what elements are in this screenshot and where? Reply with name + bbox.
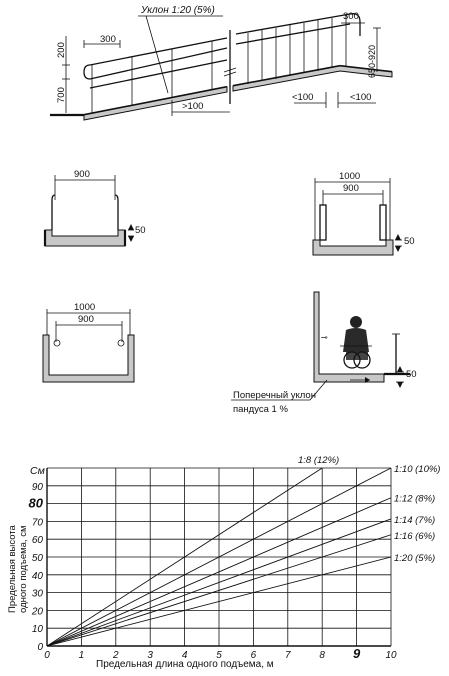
y-tick-label: 20 (31, 606, 43, 618)
slope-label: Уклон 1:20 (5%) (141, 5, 215, 16)
y-tick-label: 30 (31, 588, 43, 600)
x-tick-label: 1 (78, 650, 85, 661)
chart-ylabel-line1: Предельная высота (7, 525, 18, 613)
x-tick-label: 6 (250, 650, 257, 661)
ramp-elevation (50, 5, 392, 120)
dim-lt-100-a: <100 (292, 92, 314, 103)
section-3 (43, 302, 134, 382)
x-tick-label: 9 (352, 646, 361, 661)
cross-slope-line1: Поперечный уклон (233, 390, 316, 401)
x-tick-label: 8 (319, 650, 325, 661)
x-tick-label: 10 (385, 650, 397, 661)
x-tick-label: 3 (147, 650, 153, 661)
s3-outer: 1000 (74, 302, 96, 313)
y-tick-label: 50 (31, 553, 43, 564)
y-tick-label: 40 (31, 570, 43, 582)
section-1 (45, 169, 146, 246)
dim-650-920: 650-920 (367, 44, 377, 78)
s2-outer: 1000 (339, 171, 361, 182)
y-tick-label: 60 (31, 535, 43, 547)
dim-300-right: 300 (343, 11, 359, 22)
dim-200: 200 (56, 42, 67, 58)
chart-ylabel-line2: одного подъема, см (18, 525, 29, 613)
chart-y-ticks (29, 482, 44, 653)
dim-lt-100-b: <100 (350, 92, 372, 103)
cross-slope-line2: пандуса 1 % (233, 404, 288, 415)
y-tick-label: 90 (31, 481, 43, 493)
s2-curb: 50 (404, 236, 415, 247)
x-tick-label: 7 (285, 650, 291, 661)
series-label: 1:20 (5%) (394, 553, 436, 564)
chart-y-unit: См (30, 465, 45, 477)
s3-inner: 900 (78, 314, 94, 325)
ramp-chart (7, 455, 440, 670)
y-tick-label: 10 (31, 624, 43, 636)
x-tick-label: 2 (113, 650, 119, 661)
series-label: 1:12 (8%) (394, 493, 436, 505)
series-label: 1:14 (7%) (394, 514, 436, 526)
series-label: 1:10 (10%) (394, 464, 441, 475)
dim-gt-100: >100 (182, 101, 204, 112)
s4-curb: 50 (406, 369, 417, 380)
y-tick-label: 80 (28, 495, 43, 511)
chart-xlabel: Предельная длина одного подъема, м (96, 659, 274, 670)
wheelchair-user-icon (340, 316, 372, 368)
section-2 (313, 171, 415, 255)
dim-300-left: 300 (100, 34, 116, 45)
s2-inner: 900 (343, 183, 359, 194)
dim-700: 700 (56, 87, 67, 103)
series-label: 1:8 (12%) (298, 455, 340, 466)
s4-handrail-mark: ⊸ (321, 333, 328, 342)
y-tick-label: 0 (37, 642, 43, 653)
section-4 (231, 292, 417, 415)
s1-curb: 50 (135, 225, 146, 236)
x-tick-label: 5 (216, 650, 222, 661)
s1-width: 900 (74, 169, 90, 180)
y-tick-label: 70 (31, 517, 43, 529)
x-tick-label: 0 (44, 650, 50, 661)
x-tick-label: 4 (181, 650, 188, 661)
series-label: 1:16 (6%) (394, 530, 436, 542)
chart-series-labels (298, 455, 440, 564)
